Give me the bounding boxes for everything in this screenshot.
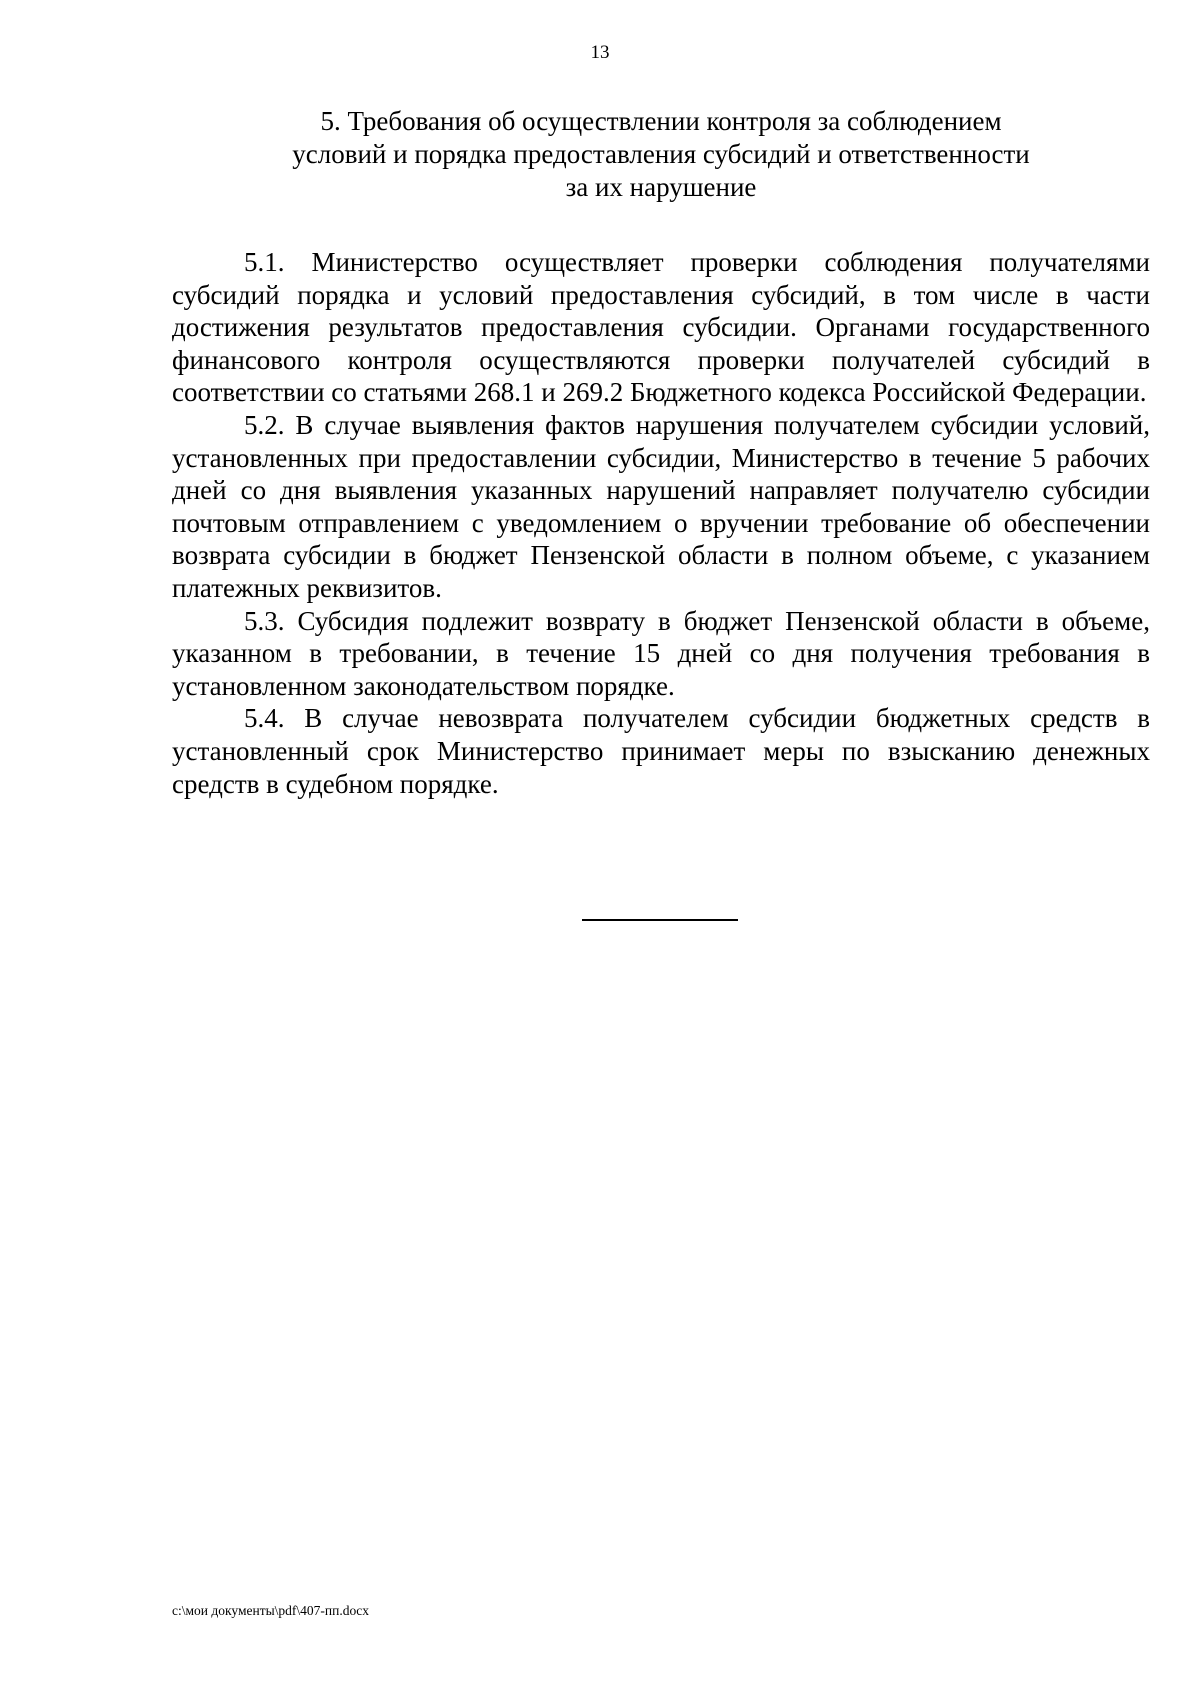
section-heading-line: 5. Требования об осуществлении контроля за соблюдением (320, 106, 1002, 136)
paragraph-5-4: 5.4. В случае невозврата получателем субсидии бюджетных средств в установленный срок Министерство принимает меры по взысканию денежных средств в судебном порядке. (172, 703, 1150, 799)
section-heading-line: за их нарушение (565, 172, 757, 202)
section-body (172, 246, 1150, 800)
section-heading-line: условий и порядка предоставления субсидий и ответственности (292, 139, 1030, 169)
page-number: 13 (590, 42, 610, 63)
footer-file-path: c:\мои документы\pdf\407-пп.docx (172, 1603, 369, 1618)
section-heading (172, 105, 1150, 204)
paragraph-5-2: 5.2. В случае выявления фактов нарушения получателем субсидии условий, установленных при предоставлении субсидии, Министерство в течение 5 рабочих дней со дня выявления указанных нарушений направляет получателю субсидии почтовым отправлением с уведомлением о вручении требование об обеспечении возврата субсидии в бюджет Пензенской области в полном объеме, с указанием платежных реквизитов. (172, 409, 1150, 603)
paragraph-5-3: 5.3. Субсидия подлежит возврату в бюджет Пензенской области в объеме, указанном в требовании, в течение 15 дней со дня получения требования в установленном законодательством порядке. (172, 605, 1150, 701)
end-of-document-rule (582, 919, 738, 921)
paragraph-5-1: 5.1. Министерство осуществляет проверки соблюдения получателями субсидий порядка и условий предоставления субсидий, в том числе в части достижения результатов предоставления субсидии. Органами государственного финансового контроля осуществляются проверки получателей субсидий в соответствии со статьями 268.1 и 269.2 Бюджетного кодекса Российской Федерации. (172, 247, 1150, 408)
